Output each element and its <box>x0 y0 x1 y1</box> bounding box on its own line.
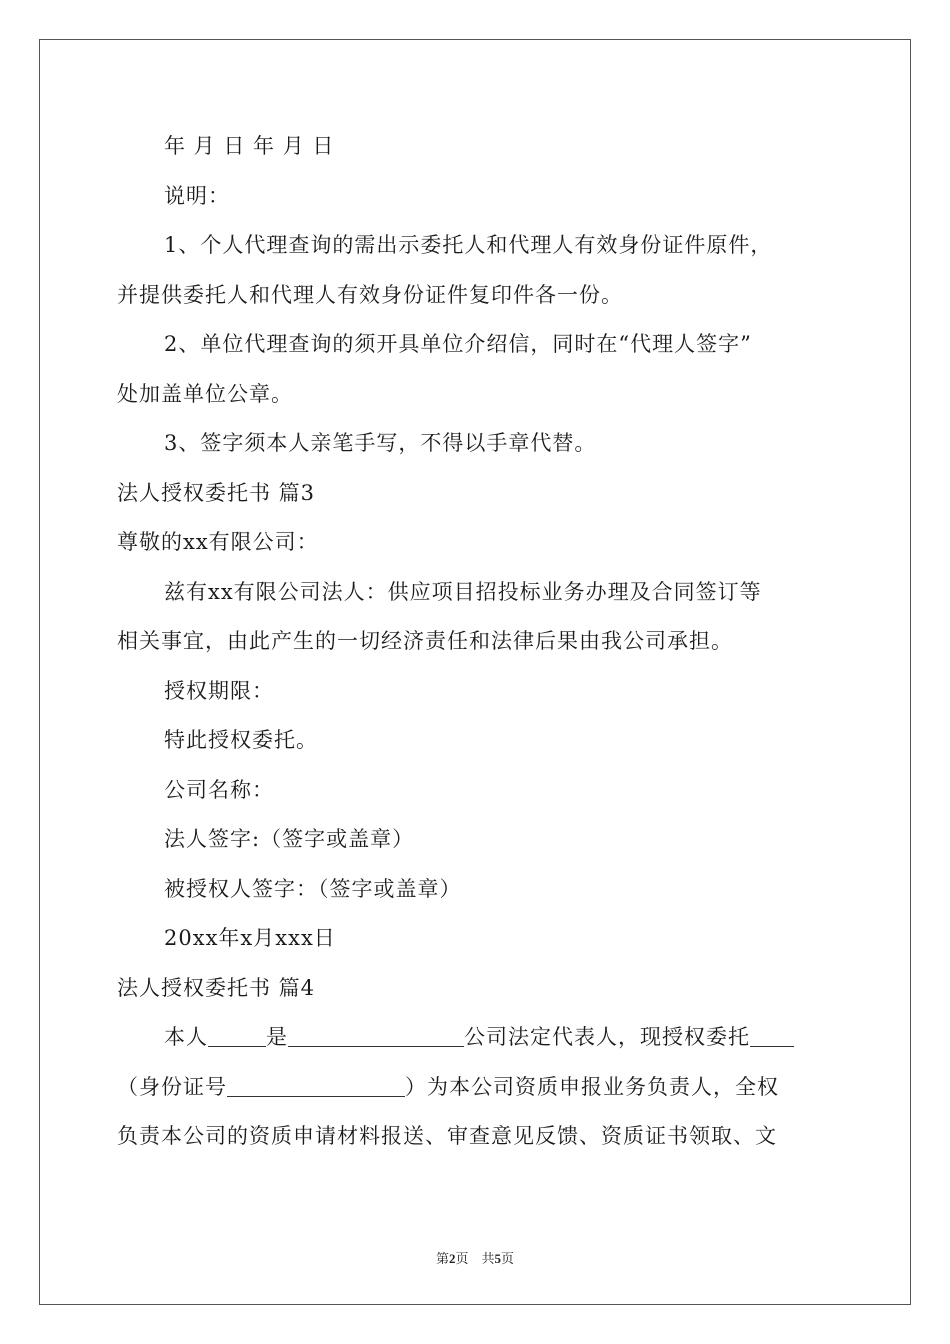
body-paragraph-cont: 相关事宜，由此产生的一切经济责任和法律后果由我公司承担。 <box>117 629 733 653</box>
note-heading: 说明： <box>164 183 230 208</box>
blank-company <box>288 1024 464 1047</box>
para4-line-2 <box>117 1063 833 1113</box>
authorized-person-signature-field: 被授权人签字：（签字或盖章） <box>164 876 462 901</box>
closing-statement: 特此授权委托。 <box>164 728 318 752</box>
company-name-field: 公司名称： <box>164 777 274 802</box>
para4-text-a: 本人 <box>164 1025 208 1049</box>
note-item-1: 1、个人代理查询的需出示委托人和代理人有效身份证件原件， <box>164 233 773 257</box>
para4-text-c: 公司法定代表人，现授权委托 <box>464 1025 750 1049</box>
note-item-2: 2、单位代理查询的须开具单位介绍信，同时在“代理人签字” <box>164 332 752 356</box>
footer-suffix: 页 <box>501 1252 515 1267</box>
blank-delegate <box>750 1024 794 1047</box>
note-item-1-cont: 并提供委托人和代理人有效身份证件复印件各一份。 <box>117 282 623 307</box>
legal-rep-signature-field: 法人签字:（签字或盖章） <box>164 827 415 851</box>
signing-date: 20xx年x月xxx日 <box>164 926 336 950</box>
body-paragraph: 兹有xx有限公司法人：供应项目招投标业务办理及合同签订等 <box>164 579 762 604</box>
para4-line-1 <box>117 1013 833 1063</box>
footer-prefix: 第 <box>435 1252 449 1267</box>
para4-line-3: 负责本公司的资质申请材料报送、审查意见反馈、资质证书领取、文 <box>117 1124 777 1148</box>
blank-name <box>208 1024 266 1047</box>
note-item-3: 3、签字须本人亲笔手写，不得以手章代替。 <box>164 431 597 455</box>
page-footer <box>0 1248 950 1267</box>
section-heading-3: 法人授权委托书 篇3 <box>117 480 316 505</box>
authorization-period: 授权期限： <box>164 678 274 703</box>
para4-text-b: 是 <box>266 1025 288 1049</box>
date-line: 年 月 日 年 月 日 <box>164 134 335 158</box>
document-body <box>117 122 833 1162</box>
section-heading-4: 法人授权委托书 篇4 <box>117 975 316 1000</box>
blank-id-number <box>227 1074 405 1097</box>
footer-mid: 页 共 <box>455 1252 495 1267</box>
para4-text-e: ）为本公司资质申报业务负责人，全权 <box>405 1074 779 1099</box>
para4-text-d: （身份证号 <box>117 1074 227 1099</box>
footer-total-pages: 5 <box>494 1251 501 1266</box>
footer-page-number: 2 <box>448 1251 456 1266</box>
salutation: 尊敬的xx有限公司： <box>117 530 319 554</box>
note-item-2-cont: 处加盖单位公章。 <box>117 381 293 406</box>
